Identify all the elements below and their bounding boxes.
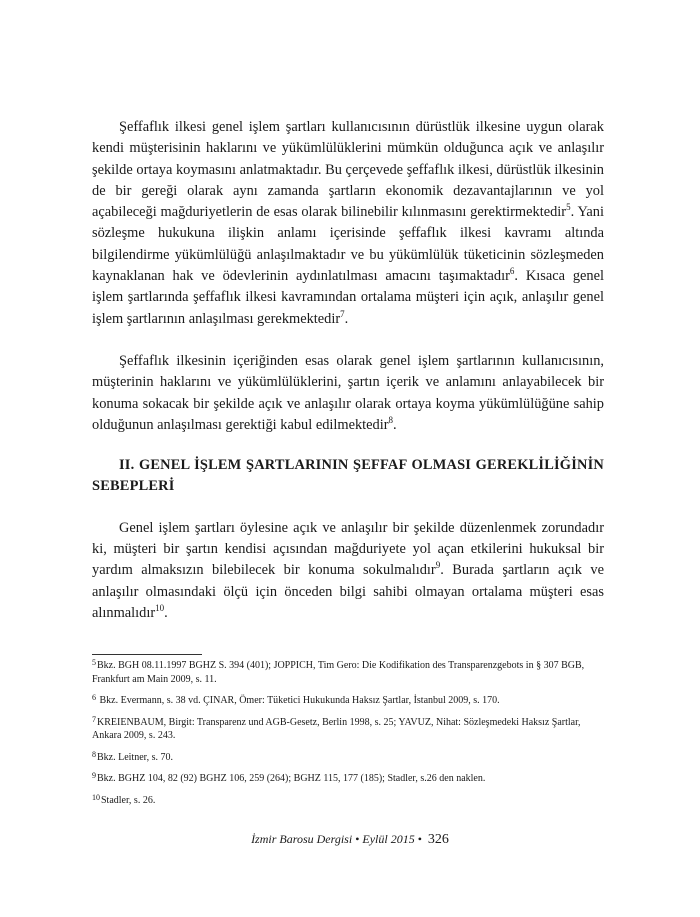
footer-bullet: • xyxy=(417,832,422,846)
footnote xyxy=(92,691,604,708)
footnote-text: Bkz. BGH 08.11.1997 BGHZ S. 394 (401); JOPPICH, Tim Gero: Die Kodifikation des Transparenzgebots in § 307 BGB, Frankfurt am Main 2009, s. 11. xyxy=(92,660,585,685)
footnote xyxy=(92,769,604,786)
footnote-ref[interactable]: 6 xyxy=(509,266,515,277)
main-text xyxy=(92,117,604,624)
page-footer xyxy=(0,832,700,848)
footnote-number: 9 xyxy=(92,771,96,780)
footer-bullet: • xyxy=(355,832,360,846)
body-paragraph: Şeffaflık ilkesinin içeriğinden esas olarak genel işlem şartlarının kullanıcısının, müşterinin haklarını ve yükümlülüklerini, şartın içerik ve anlamını anlayabilecek bir konuma sokacak bir şekilde açık ve anlaşılır olarak ortaya koyma yükümlülüğüne sahip olduğunun anlaşılması gerektiği kabul edilmektedir$^8$. xyxy=(92,352,604,433)
footnote-text: KREIENBAUM, Birgit: Transparenz und AGB-Gesetz, Berlin 1998, s. 25; YAVUZ, Nihat: Sözleşmedeki Haksız Şartlar, Ankara 2009, s. 243. xyxy=(92,716,581,741)
footnote xyxy=(92,791,604,808)
footnote xyxy=(92,713,604,743)
footnote-number: 8 xyxy=(92,749,96,759)
section-heading: II. GENEL İŞLEM ŞARTLARININ ŞEFFAF OLMASI GEREKLİLİĞİNİN SEBEPLERİ xyxy=(92,457,604,495)
footnote-text: Bkz. Evermann, s. 38 vd. ÇINAR, Ömer: Tüketici Hukukunda Haksız Şartlar, İstanbul 2009, s. 170. xyxy=(97,695,500,706)
footnote-number: 6 xyxy=(92,693,96,702)
footnote-number: 5 xyxy=(92,658,96,667)
journal-name: İzmir Barosu Dergisi xyxy=(251,832,353,846)
footnote-ref[interactable]: 9 xyxy=(435,560,441,571)
footnote-ref[interactable]: 7 xyxy=(340,308,345,319)
footnote-ref[interactable]: 5 xyxy=(566,202,571,213)
footnote-text: Stadler, s. 26. xyxy=(101,794,156,806)
footnote-separator xyxy=(92,654,202,655)
footnote-ref[interactable]: 8 xyxy=(388,415,394,426)
body-paragraph: Genel işlem şartları öylesine açık ve anlaşılır bir şekilde düzenlenmek zorundadır ki, müşteri bir şartın kendisi açısından mağduriyete yol açan etkilerini hukuksal bir yardım almaksızın bilebilecek bir konuma sokulmalıdır$^9$. Burada şartların açık ve anlaşılır olmasındaki ölçü için önceden bilgi sahibi olmayan ortalama müşteri esas alınmalıdır$^{10}$. xyxy=(92,519,604,621)
body-paragraph: Şeffaflık ilkesi genel işlem şartları kullanıcısının dürüstlük ilkesine uygun olarak kendi müşterisinin haklarını ve yükümlülüklerini mümkün olduğunca açık ve anlaşılır şekilde ortaya koymasını anlatmaktadır. Bu çerçevede şeffaflık ilkesi, dürüstlük ilkesinin de bir gereği olarak aynı zamanda şartların ekonomik dezavantajlarının ve yol açabileceği mağduriyetlerin de esas olarak bilinebilir kılınmasını gerektirmektedir$^5$. Yani sözleşme hukukuna ilişkin anlamı içerisinde şeffaflık ilkesi kavramı altında bilgilendirme yükümlülüğü anlaşılmaktadır ve bu yükümlülük tüketicinin sözleşmeden kaynaklanan hak ve ödevlerinin aydınlatılması amacını taşımaktadır$^6$. Kısaca genel işlem şartlarında şeffaflık ilkesi kavramından ortalama müşteri için açık, anlaşılır genel işlem şartlarının anlaşılması gerekmektedir$^7$. xyxy=(92,119,604,327)
footnote-number: 10 xyxy=(92,792,100,802)
footnote-text: Bkz. Leitner, s. 70. xyxy=(97,751,173,763)
footnote xyxy=(92,656,604,686)
footnotes xyxy=(92,656,604,807)
issue-date: Eylül 2015 xyxy=(362,832,415,846)
page-number: 326 xyxy=(427,832,449,847)
footnote-text: Bkz. BGHZ 104, 82 (92) BGHZ 106, 259 (264); BGHZ 115, 177 (185); Stadler, s.26 den naklen. xyxy=(97,773,486,784)
footnote-ref[interactable]: 10 xyxy=(155,603,165,614)
footnote-number: 7 xyxy=(92,714,96,724)
footnote xyxy=(92,748,604,765)
